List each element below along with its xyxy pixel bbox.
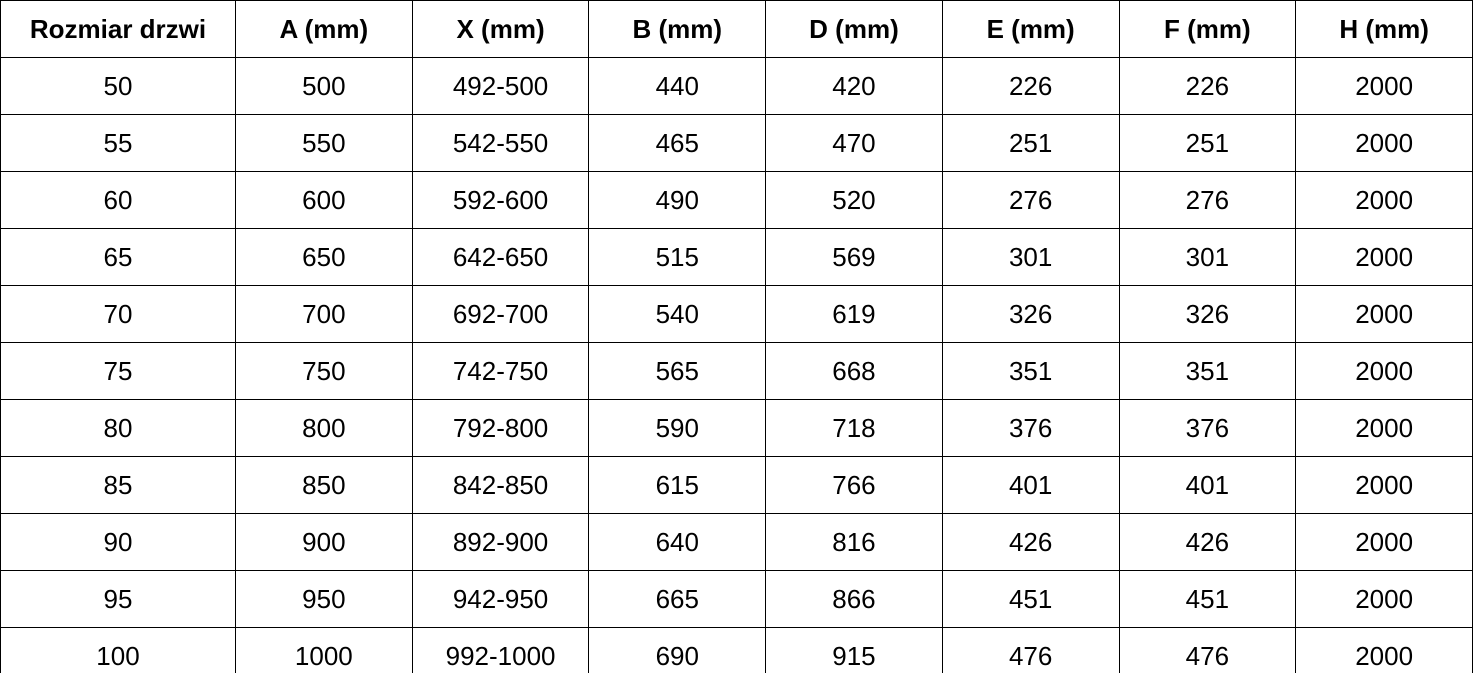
table-cell: 276 <box>942 172 1119 229</box>
table-cell: 2000 <box>1296 514 1473 571</box>
table-cell: 476 <box>1119 628 1296 673</box>
table-row <box>1 172 1473 229</box>
table-cell: 50 <box>1 58 236 115</box>
table-cell: 2000 <box>1296 58 1473 115</box>
table-row <box>1 457 1473 514</box>
table-cell: 95 <box>1 571 236 628</box>
table-cell: 792-800 <box>412 400 589 457</box>
table-cell: 2000 <box>1296 628 1473 673</box>
table-cell: 866 <box>766 571 943 628</box>
table-cell: 401 <box>942 457 1119 514</box>
table-cell: 550 <box>236 115 413 172</box>
table-cell: 590 <box>589 400 766 457</box>
table-row <box>1 343 1473 400</box>
table-cell: 451 <box>1119 571 1296 628</box>
table-cell: 85 <box>1 457 236 514</box>
table-cell: 565 <box>589 343 766 400</box>
column-header-1: A (mm) <box>236 1 413 58</box>
table-cell: 742-750 <box>412 343 589 400</box>
table-cell: 700 <box>236 286 413 343</box>
table-cell: 100 <box>1 628 236 673</box>
table-cell: 301 <box>1119 229 1296 286</box>
table-cell: 640 <box>589 514 766 571</box>
table-cell: 2000 <box>1296 229 1473 286</box>
table-cell: 401 <box>1119 457 1296 514</box>
table-row <box>1 286 1473 343</box>
table-cell: 440 <box>589 58 766 115</box>
table-cell: 900 <box>236 514 413 571</box>
table-cell: 950 <box>236 571 413 628</box>
table-row <box>1 514 1473 571</box>
table-cell: 2000 <box>1296 457 1473 514</box>
table-cell: 492-500 <box>412 58 589 115</box>
table-cell: 70 <box>1 286 236 343</box>
table-cell: 1000 <box>236 628 413 673</box>
table-cell: 426 <box>942 514 1119 571</box>
table-cell: 615 <box>589 457 766 514</box>
table-cell: 892-900 <box>412 514 589 571</box>
column-header-2: X (mm) <box>412 1 589 58</box>
table-cell: 301 <box>942 229 1119 286</box>
table-cell: 351 <box>1119 343 1296 400</box>
table-cell: 60 <box>1 172 236 229</box>
table-cell: 718 <box>766 400 943 457</box>
table-cell: 420 <box>766 58 943 115</box>
table-cell: 465 <box>589 115 766 172</box>
table-cell: 226 <box>1119 58 1296 115</box>
table-body <box>1 58 1473 673</box>
table-cell: 569 <box>766 229 943 286</box>
table-cell: 376 <box>1119 400 1296 457</box>
table-cell: 600 <box>236 172 413 229</box>
table-cell: 251 <box>942 115 1119 172</box>
table-cell: 351 <box>942 343 1119 400</box>
table-cell: 451 <box>942 571 1119 628</box>
table-row <box>1 115 1473 172</box>
table-cell: 592-600 <box>412 172 589 229</box>
table-cell: 2000 <box>1296 115 1473 172</box>
column-header-7: H (mm) <box>1296 1 1473 58</box>
table-cell: 692-700 <box>412 286 589 343</box>
table-cell: 842-850 <box>412 457 589 514</box>
table-cell: 226 <box>942 58 1119 115</box>
table-cell: 650 <box>236 229 413 286</box>
table-cell: 65 <box>1 229 236 286</box>
table-cell: 816 <box>766 514 943 571</box>
table-cell: 642-650 <box>412 229 589 286</box>
table-cell: 690 <box>589 628 766 673</box>
table-cell: 80 <box>1 400 236 457</box>
table-cell: 426 <box>1119 514 1296 571</box>
table-cell: 55 <box>1 115 236 172</box>
table-cell: 75 <box>1 343 236 400</box>
column-header-5: E (mm) <box>942 1 1119 58</box>
header-row <box>1 1 1473 58</box>
table-row <box>1 229 1473 286</box>
table-cell: 850 <box>236 457 413 514</box>
table-row <box>1 58 1473 115</box>
table-cell: 470 <box>766 115 943 172</box>
column-header-4: D (mm) <box>766 1 943 58</box>
table-cell: 326 <box>942 286 1119 343</box>
table-cell: 542-550 <box>412 115 589 172</box>
table-cell: 766 <box>766 457 943 514</box>
table-cell: 540 <box>589 286 766 343</box>
table-cell: 490 <box>589 172 766 229</box>
column-header-3: B (mm) <box>589 1 766 58</box>
table-cell: 515 <box>589 229 766 286</box>
table-cell: 915 <box>766 628 943 673</box>
table-cell: 2000 <box>1296 286 1473 343</box>
table-cell: 800 <box>236 400 413 457</box>
table-cell: 90 <box>1 514 236 571</box>
table-cell: 992-1000 <box>412 628 589 673</box>
table-cell: 276 <box>1119 172 1296 229</box>
table-cell: 500 <box>236 58 413 115</box>
table-cell: 619 <box>766 286 943 343</box>
table-cell: 2000 <box>1296 400 1473 457</box>
table-cell: 251 <box>1119 115 1296 172</box>
table-cell: 2000 <box>1296 343 1473 400</box>
table-cell: 376 <box>942 400 1119 457</box>
table-cell: 942-950 <box>412 571 589 628</box>
table-cell: 2000 <box>1296 172 1473 229</box>
table-cell: 2000 <box>1296 571 1473 628</box>
table-cell: 476 <box>942 628 1119 673</box>
table-row <box>1 628 1473 673</box>
table-cell: 668 <box>766 343 943 400</box>
table-row <box>1 571 1473 628</box>
table-row <box>1 400 1473 457</box>
column-header-0: Rozmiar drzwi <box>1 1 236 58</box>
table-cell: 520 <box>766 172 943 229</box>
table-cell: 665 <box>589 571 766 628</box>
table-cell: 326 <box>1119 286 1296 343</box>
table-cell: 750 <box>236 343 413 400</box>
column-header-6: F (mm) <box>1119 1 1296 58</box>
